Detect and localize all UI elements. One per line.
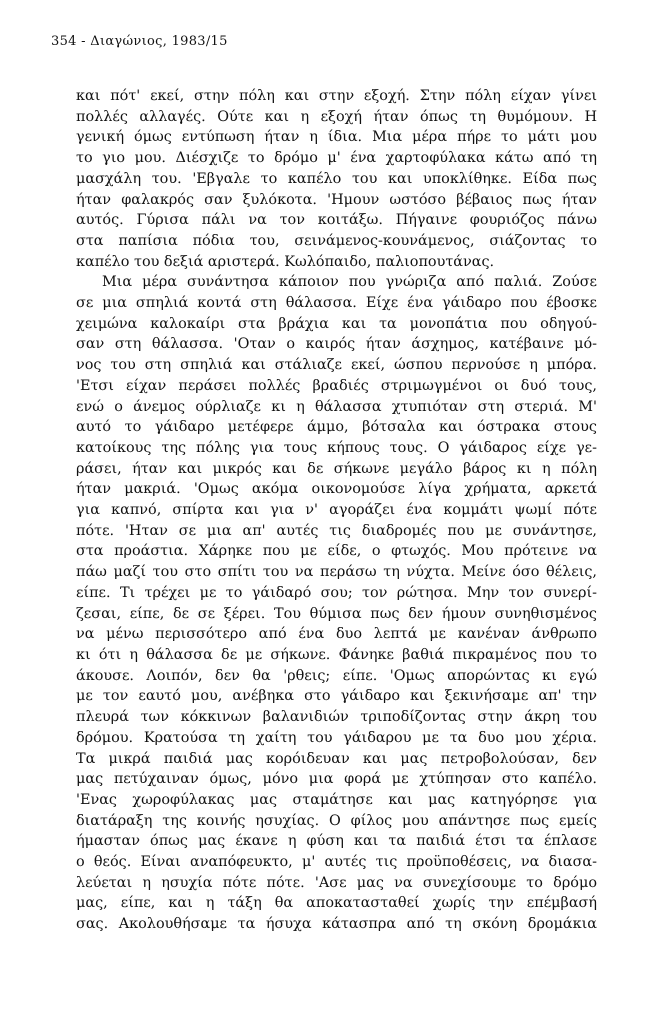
text-line: στα παπίσια πόδια του, σεινάμενος-κουνάμενος, σιάζοντας το bbox=[76, 232, 597, 249]
text-line: ήμασταν όπως μας έκανε η φύση και τα παιδιά έτσι τα έπλασε bbox=[76, 833, 597, 850]
text-line: και πότ' εκεί, στην πόλη και στην εξοχή. Στην πόλη είχαν γίνει bbox=[76, 88, 597, 104]
text-line: χειμώνα καλοκαίρι στα βράχια και τα μονοπάτια που οδηγού- bbox=[76, 315, 597, 332]
text-line: ράσει, ήταν και μικρός και δε σήκωνε μεγάλο βάρος κι η πόλη bbox=[76, 460, 597, 477]
text-line: μας, είπε, και η τάξη θα αποκατασταθεί χωρίς την επέμβασή bbox=[76, 895, 597, 912]
text-line: αυτός. Γύρισα πάλι να τον κοιτάξω. Πήγαινε φουριόζος πάνω bbox=[76, 212, 597, 229]
text-line: 'Ενας χωροφύλακας μας σταμάτησε και μας κατηγόρησε για bbox=[76, 791, 597, 808]
text-line: άκουσε. Λοιπόν, δεν θα 'ρθεις; είπε. 'Ομως απορώντας κι εγώ bbox=[76, 667, 597, 684]
text-line: πολλές αλλαγές. Ούτε και η εξοχή ήταν όπως τη θυμόμουν. Η bbox=[76, 108, 597, 125]
text-line: σε μια σπηλιά κοντά στη θάλασσα. Είχε ένα γάιδαρο που έβοσκε bbox=[76, 295, 597, 312]
text-line: νος του στη σπηλιά και στάλιαζε εκεί, ώσπου περνούσε η μπόρα. bbox=[76, 357, 597, 374]
text-line: γενική όμως εντύπωση ήταν η ίδια. Μια μέρα πήρε το μάτι μου bbox=[76, 129, 597, 146]
text-line: Τα μικρά παιδιά μας κορόιδευαν και μας πετροβολούσαν, δεν bbox=[76, 750, 597, 767]
text-line: κατοίκους της πόλης για τους κήπους τους. Ο γάιδαρος είχε γε- bbox=[76, 439, 597, 456]
text-line: πότε. 'Ηταν σε μια απ' αυτές τις διαδρομές που με συνάντησε, bbox=[76, 522, 597, 539]
text-line: διατάραξη της κοινής ησυχίας. Ο φίλος μου απάντησε πως εμείς bbox=[76, 812, 597, 829]
text-line: πάω μαζί του στο σπίτι του να περάσω τη νύχτα. Μείνε όσο θέλεις, bbox=[76, 564, 597, 581]
text-line: μας πετύχαιναν όμως, μόνο μια φορά με χτύπησαν στο καπέλο. bbox=[76, 771, 597, 788]
text-line: λεύεται η ησυχία πότε πότε. 'Ασε μας να συνεχίσουμε το δρόμο bbox=[76, 874, 597, 891]
text-line: ο θεός. Είναι αναπόφευκτο, μ' αυτές τις προϋποθέσεις, να διασα- bbox=[76, 854, 597, 871]
text-line: Μια μέρα συνάντησα κάποιον που γνώριζα από παλιά. Ζούσε bbox=[102, 274, 597, 291]
text-line: ζεσαι, είπε, δε σε ξέρει. Του θύμισα πως δεν ήμουν συνηθισμένος bbox=[76, 605, 597, 622]
text-line: 'Ετσι είχαν περάσει πολλές βραδιές στριμωγμένοι οι δυό τους, bbox=[76, 377, 597, 394]
text-line: σαν στη θάλασσα. 'Οταν ο καιρός ήταν άσχημος, κατέβαινε μό- bbox=[76, 336, 597, 353]
text-line: στα προάστια. Χάρηκε που με είδε, ο φτωχός. Μου πρότεινε να bbox=[76, 543, 597, 560]
text-line: καπέλο του δεξιά αριστερά. Κωλόπαιδο, παλιοπουτάνας. bbox=[76, 253, 495, 270]
text-line: είπε. Τι τρέχει με το γάιδαρό σου; τον ρώτησα. Μην τον συνερί- bbox=[76, 584, 597, 601]
text-line: ήταν φαλακρός σαν ξυλόκοτα. 'Ημουν ωστόσο βέβαιος πως ήταν bbox=[76, 191, 597, 208]
text-line: με τον εαυτό μου, ανέβηκα στο γάιδαρο και ξεκινήσαμε απ' την bbox=[76, 688, 597, 705]
text-line: πλευρά των κόκκινων βαλανιδιών τριποδίζοντας στην άκρη του bbox=[76, 709, 597, 726]
text-line: σας. Ακολουθήσαμε τα ήσυχα κάτασπρα από τη σκόνη δρομάκια bbox=[76, 916, 597, 933]
text-line: ενώ ο άνεμος ούρλιαζε κι η θάλασσα χτυπιόταν στη στεριά. Μ' bbox=[76, 398, 597, 415]
text-line: αυτό το γάιδαρο μετέφερε άμμο, βότσαλα και όστρακα στους bbox=[76, 419, 597, 436]
running-head: 354 - Διαγώνιος, 1983/15 bbox=[51, 34, 228, 49]
body-text bbox=[76, 86, 597, 935]
text-line: το γιο μου. Διέσχιζε το δρόμο μ' ένα χαρτοφύλακα κάτω από τη bbox=[76, 150, 597, 167]
paragraph-1 bbox=[76, 86, 597, 272]
text-line: να μένω περισσότερο από ένα δυο λεπτά με κανέναν άνθρωπο bbox=[76, 626, 597, 643]
text-line: κι ότι η θάλασσα δε με σήκωνε. Φάνηκε βαθιά πικραμένος που το bbox=[76, 646, 597, 663]
text-line: για καπνό, σπίρτα και για ν' αγοράζει ένα κομμάτι ψωμί πότε bbox=[76, 502, 597, 519]
text-line: δρόμου. Κρατούσα τη χαίτη του γάιδαρου με τα δυο μου χέρια. bbox=[76, 729, 597, 746]
paragraph-2 bbox=[76, 272, 597, 935]
text-line: ήταν μακριά. 'Ομως ακόμα οικονομούσε λίγα χρήματα, αρκετά bbox=[76, 481, 597, 498]
text-line: μασχάλη του. 'Εβγαλε το καπέλο του και υποκλίθηκε. Είδα πως bbox=[76, 170, 597, 187]
